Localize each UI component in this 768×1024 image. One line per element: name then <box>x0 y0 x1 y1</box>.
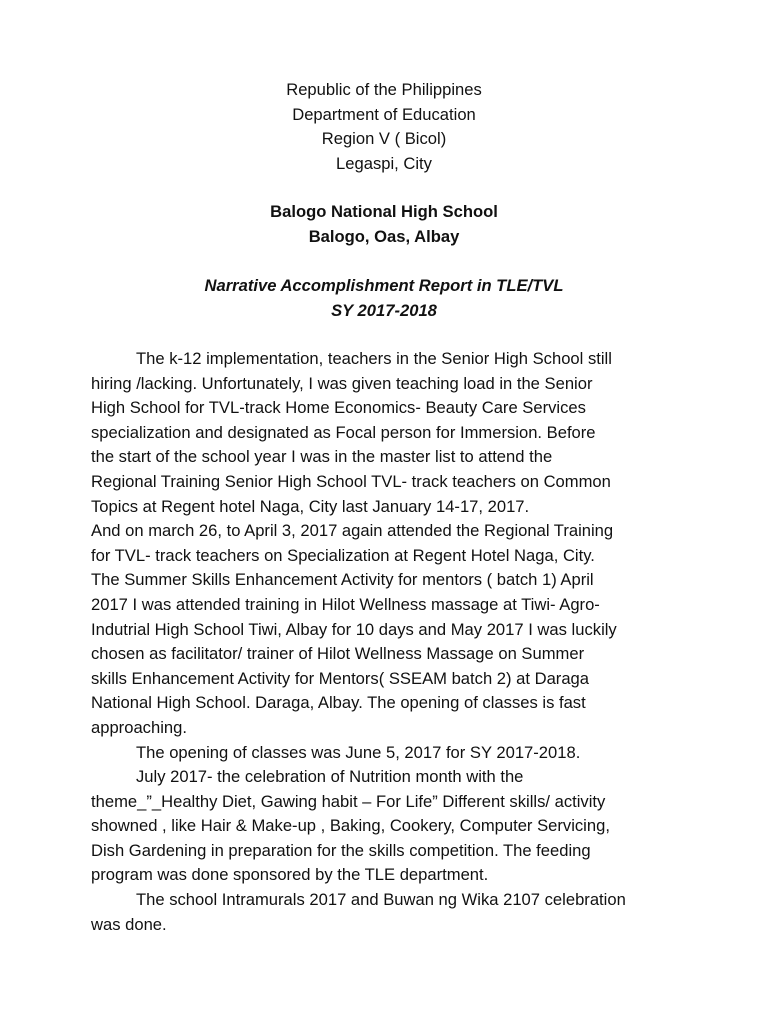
body-line: Indutrial High School Tiwi, Albay for 10 days and May 2017 I was luckily <box>91 619 617 639</box>
body-line: Regional Training Senior High School TVL- track teachers on Common <box>91 471 611 491</box>
body-line: The Summer Skills Enhancement Activity for mentors ( batch 1) April <box>91 570 594 590</box>
body-line: showned , like Hair & Make-up , Baking, Cookery, Computer Servicing, <box>91 816 610 836</box>
body-line: hiring /lacking. Unfortunately, I was given teaching load in the Senior <box>91 373 593 393</box>
report-body <box>91 347 691 937</box>
report-school-year: SY 2017-2018 <box>331 300 437 320</box>
letterhead <box>0 78 768 176</box>
body-line: The school Intramurals 2017 and Buwan ng Wika 2107 celebration <box>136 890 626 910</box>
school-name: Balogo National High School <box>270 202 498 221</box>
body-line: The k-12 implementation, teachers in the Senior High School still <box>136 349 612 368</box>
body-line: theme_”_Healthy Diet, Gawing habit – For Life” Different skills/ activity <box>91 791 606 811</box>
body-line: And on march 26, to April 3, 2017 again attended the Regional Training <box>91 521 614 541</box>
body-line: Dish Gardening in preparation for the skills competition. The feeding <box>91 840 591 860</box>
letterhead-line-city: Legaspi, City <box>336 153 432 173</box>
body-line: chosen as facilitator/ trainer of Hilot Wellness Massage on Summer <box>91 644 585 664</box>
body-line: High School for TVL-track Home Economics- Beauty Care Services <box>91 398 586 418</box>
body-line: 2017 I was attended training in Hilot Wellness massage at Tiwi- Agro- <box>91 594 600 614</box>
body-line: Topics at Regent hotel Naga, City last January 14-17, 2017. <box>91 496 530 516</box>
body-line: the start of the school year I was in the master list to attend the <box>91 447 553 467</box>
body-line: program was done sponsored by the TLE department. <box>91 865 489 885</box>
body-line: July 2017- the celebration of Nutrition month with the <box>136 767 524 787</box>
body-line: The opening of classes was June 5, 2017 for SY 2017-2018. <box>136 742 581 762</box>
letterhead-line-department: Department of Education <box>292 104 476 124</box>
school-heading <box>0 200 768 249</box>
report-title-main: Narrative Accomplishment Report in TLE/TVL <box>204 276 564 295</box>
body-line: was done. <box>91 914 167 934</box>
body-line: specialization and designated as Focal person for Immersion. Before <box>91 422 596 442</box>
body-line: for TVL- track teachers on Specialization at Regent Hotel Naga, City. <box>91 545 595 565</box>
body-line: approaching. <box>91 717 187 737</box>
school-address: Balogo, Oas, Albay <box>308 226 460 246</box>
letterhead-line-region: Region V ( Bicol) <box>321 129 447 149</box>
report-title <box>0 274 768 323</box>
letterhead-line-republic: Republic of the Philippines <box>286 80 482 99</box>
body-line: skills Enhancement Activity for Mentors( SSEAM batch 2) at Daraga <box>91 668 590 688</box>
body-line: National High School. Daraga, Albay. The opening of classes is fast <box>91 693 586 713</box>
